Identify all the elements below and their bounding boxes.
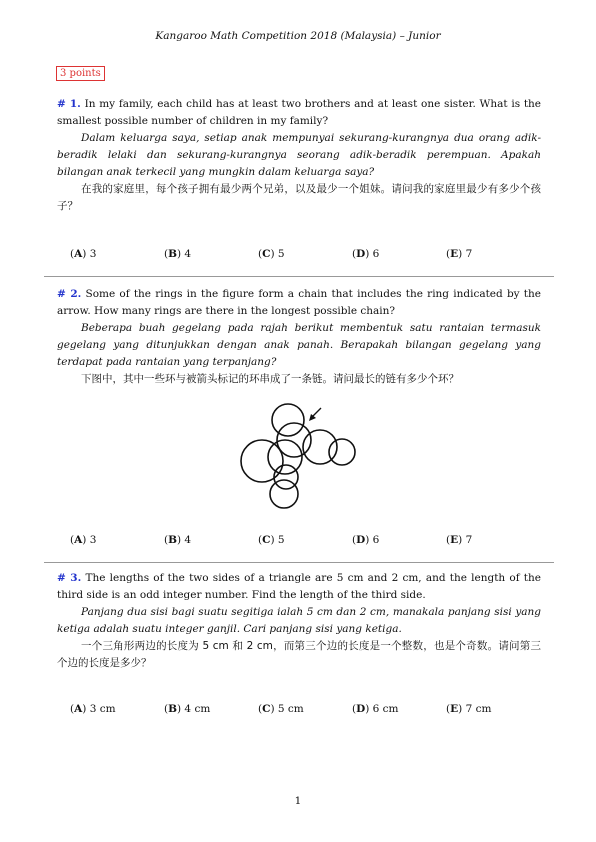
question-2-number: # 2. [57, 288, 82, 300]
question-2-english [57, 286, 541, 320]
choice-c: (C) 5 [258, 248, 285, 260]
choice-b: (B) 4 [164, 248, 192, 260]
ring-top [272, 404, 304, 436]
choice-a: (A) 3 [70, 248, 97, 260]
choice-e: (E) 7 [446, 534, 473, 546]
ring-left [241, 440, 283, 482]
question-2-text-en: Some of the rings in the figure form a chain that includes the ring indicated by the arrow. How many rings are there in the longest possible chain? [57, 288, 541, 317]
choice-a: (A) 3 cm [70, 703, 116, 715]
choice-c: (C) 5 cm [258, 703, 304, 715]
divider [44, 562, 554, 563]
points-badge: 3 points [56, 66, 105, 81]
choice-c: (C) 5 [258, 534, 285, 546]
rings-figure [230, 395, 370, 515]
choice-e: (E) 7 [446, 248, 473, 260]
question-3-text-zh: 一个三角形两边的长度为 5 cm 和 2 cm，而第三个边的长度是一个整数，也是个奇数。请问第三个边的长度是多少？ [57, 640, 541, 669]
question-1-english [57, 96, 541, 130]
question-1-text-en: In my family, each child has at least two brothers and at least one sister. What is the smallest possible number of children in my family? [57, 98, 542, 127]
page-header: Kangaroo Math Competition 2018 (Malaysia) – Junior [155, 30, 441, 42]
question-3-text-ms: Panjang dua sisi bagi suatu segitiga ialah 5 cm dan 2 cm, manakala panjang sisi yang ketiga adalah suatu integer ganjil. Cari panjang sisi yang ketiga. [57, 606, 541, 635]
choice-d: (D) 6 [352, 248, 380, 260]
choice-e: (E) 7 cm [446, 703, 492, 715]
ring-far-right [329, 439, 355, 465]
choice-b: (B) 4 cm [164, 703, 211, 715]
arrow-icon [309, 408, 321, 421]
question-2 [57, 286, 541, 388]
choice-b: (B) 4 [164, 534, 192, 546]
question-2-text-zh: 下图中，其中一些环与被箭头标记的环串成了一条链。请问最长的链有多少个环？ [81, 373, 459, 385]
question-3-number: # 3. [57, 572, 82, 584]
question-3-english [57, 570, 541, 604]
question-1 [57, 96, 541, 215]
question-1-text-ms: Dalam keluarga saya, setiap anak mempunyai sekurang-kurangnya dua orang adik-beradik lelaki dan sekurang-kurangnya seorang adik-beradik perempuan. Apakah bilangan anak terkecil yang mungkin dalam keluarga saya? [57, 132, 541, 178]
divider [44, 276, 554, 277]
ring-bottom [270, 480, 298, 508]
question-1-text-zh: 在我的家庭里，每个孩子拥有最少两个兄弟，以及最少一个姐妹。请问我的家庭里最少有多少个孩子？ [57, 183, 541, 212]
question-2-text-ms: Beberapa buah gegelang pada rajah berikut membentuk satu rantaian termasuk gegelang yang ditunjukkan dengan anak panah. Berapakah bilangan gegelang yang terdapat pada rantaian yang terpanjang? [57, 322, 541, 368]
question-3 [57, 570, 541, 672]
choice-a: (A) 3 [70, 534, 97, 546]
choice-d: (D) 6 [352, 534, 380, 546]
question-1-number: # 1. [57, 98, 81, 110]
question-3-text-en: The lengths of the two sides of a triangle are 5 cm and 2 cm, and the length of the third side is an odd integer number. Find the length of the third side. [57, 572, 541, 601]
page-number: 1 [294, 795, 302, 807]
choice-d: (D) 6 cm [352, 703, 399, 715]
